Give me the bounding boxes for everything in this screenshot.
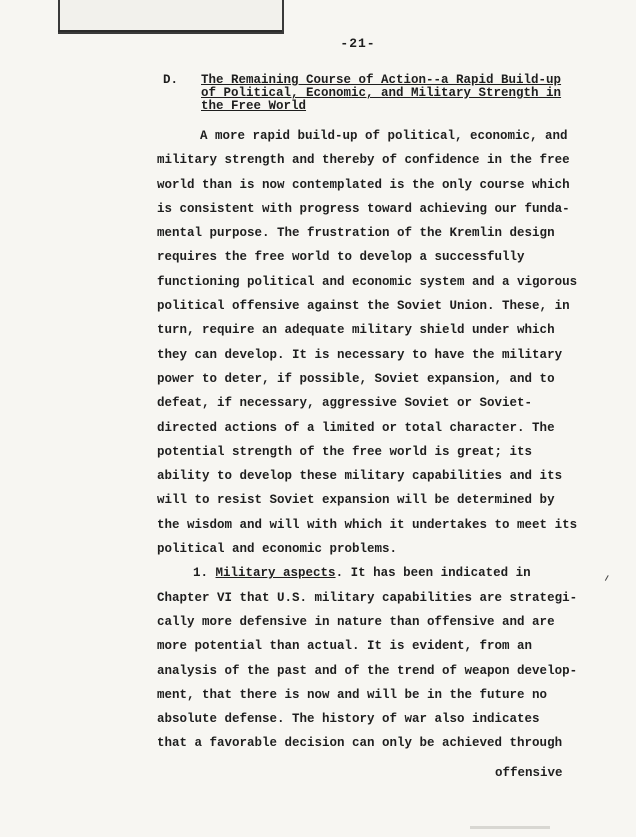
pasted-slip [58, 0, 284, 34]
paragraph-line: functioning political and economic system and a vigorous [157, 274, 578, 289]
section-title-line: of Political, Economic, and Military Strength in [201, 86, 562, 100]
paragraph-line: political and economic problems. [157, 542, 398, 557]
paragraph-line: military strength and thereby of confidence in the free [157, 153, 570, 168]
paragraph-line: ment, that there is now and will be in the future no [157, 687, 548, 702]
paragraph-line: power to deter, if possible, Soviet expansion, and to [157, 371, 555, 386]
paragraph-heading: Military aspects [215, 566, 336, 581]
slip-border-line [58, 30, 282, 32]
paragraph-line: potential strength of the free world is great; its [157, 444, 533, 459]
catchword: offensive [495, 766, 563, 780]
paragraph-line: directed actions of a limited or total character. The [157, 420, 555, 435]
section-title-line: the Free World [201, 99, 307, 113]
section-title [201, 74, 581, 113]
paragraph-number: 1. [193, 566, 209, 581]
margin-mark [605, 575, 612, 583]
paragraph-line: that a favorable decision can only be achieved through [157, 736, 563, 751]
paragraph-line: cally more defensive in nature than offensive and are [157, 614, 555, 629]
paragraph-line: they can develop. It is necessary to have the military [157, 347, 563, 362]
paragraph-line: defeat, if necessary, aggressive Soviet or Soviet- [157, 396, 533, 411]
paragraph-heading-line [157, 561, 587, 585]
section-title-line: The Remaining Course of Action--a Rapid Build-up [201, 73, 562, 87]
section-letter: D. [163, 73, 179, 87]
paragraph-line: Chapter VI that U.S. military capabilities are strategi- [157, 590, 578, 605]
paragraph-line: absolute defense. The history of war also indicates [157, 712, 540, 727]
paragraph-line-rest: . It has been indicated in [335, 566, 531, 581]
paragraph-line: world than is now contemplated is the only course which [157, 177, 570, 192]
page-number: -21- [340, 36, 376, 51]
paragraph-line: the wisdom and will with which it undertakes to meet its [157, 517, 578, 532]
paragraph-line: turn, require an adequate military shield under which [157, 323, 555, 338]
paragraph-line: will to resist Soviet expansion will be determined by [157, 493, 555, 508]
body-text [157, 124, 587, 756]
paragraph-line: more potential than actual. It is evident, from an [157, 639, 533, 654]
paragraph-line: is consistent with progress toward achieving our funda- [157, 201, 570, 216]
paragraph-line: political offensive against the Soviet Union. These, in [157, 299, 570, 314]
paragraph-line: requires the free world to develop a successfully [157, 250, 525, 265]
paragraph-line: A more rapid build-up of political, economic, and [200, 129, 568, 143]
paragraph-line: analysis of the past and of the trend of weapon develop- [157, 663, 578, 678]
footer-smudge [470, 826, 550, 829]
paragraph-line: mental purpose. The frustration of the Kremlin design [157, 226, 555, 241]
paragraph-line: ability to develop these military capabilities and its [157, 469, 563, 484]
